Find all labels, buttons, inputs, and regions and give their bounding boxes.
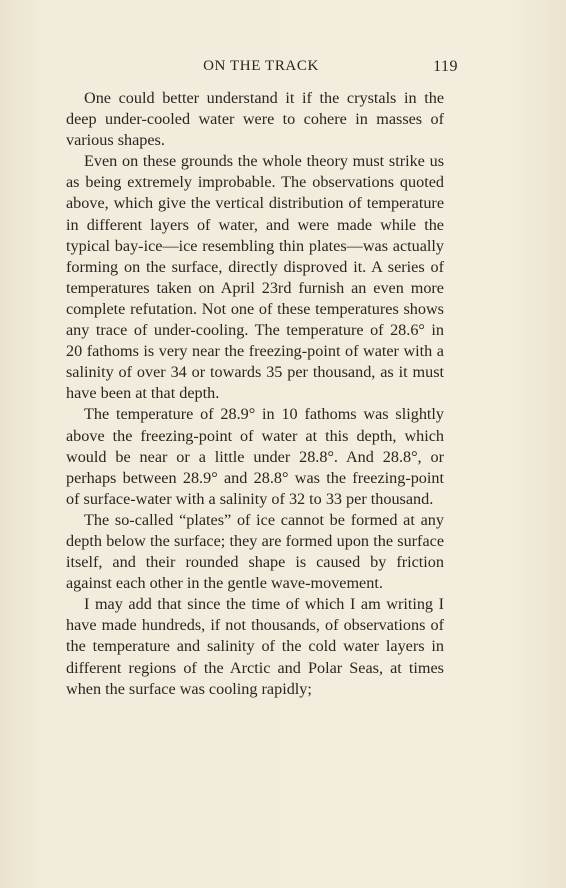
paragraph: I may add that since the time of which I am writing I have made hundreds, if not thousands, of observations of the temperature and salinity of the cold water layers in different regions of the Arctic and Polar Seas, at times when the surface was cooling rapidly; bbox=[66, 595, 444, 698]
paragraph: Even on these grounds the whole theory must strike us as being extremely improbable. The observations quoted above, which give the vertical distribution of temperature in different layers of water, and were made while the typical bay-ice—ice resembling thin plates—was actually forming on the surface, directly disproved it. A series of temperatures taken on April 23rd furnish an even more complete refutation. Not one of these temperatures shows any trace of under-cooling. The temperature of 28.6° in 20 fathoms is very near the freezing-point of water with a salinity of over 34 or towards 35 per thousand, as it must have been at that depth. bbox=[66, 152, 444, 403]
running-head: ON THE TRACK bbox=[203, 58, 319, 74]
body-text bbox=[66, 88, 444, 700]
page-number: 119 bbox=[433, 58, 458, 75]
page-header bbox=[66, 58, 456, 80]
paragraph: One could better understand it if the crystals in the deep under-cooled water were to cohere in masses of various shapes. bbox=[66, 89, 444, 150]
paragraph: The so-called “plates” of ice cannot be formed at any depth below the surface; they are formed upon the surface itself, and their rounded shape is caused by friction against each other in the gentle wave-movement. bbox=[66, 510, 444, 593]
paragraph: The temperature of 28.9° in 10 fathoms was slightly above the freezing-point of water at this depth, which would be near or a little under 28.8°. And 28.8°, or perhaps between 28.9° and 28.8° was the freezing-point of surface-water with a salinity of 32 to 33 per thousand. bbox=[66, 405, 444, 508]
